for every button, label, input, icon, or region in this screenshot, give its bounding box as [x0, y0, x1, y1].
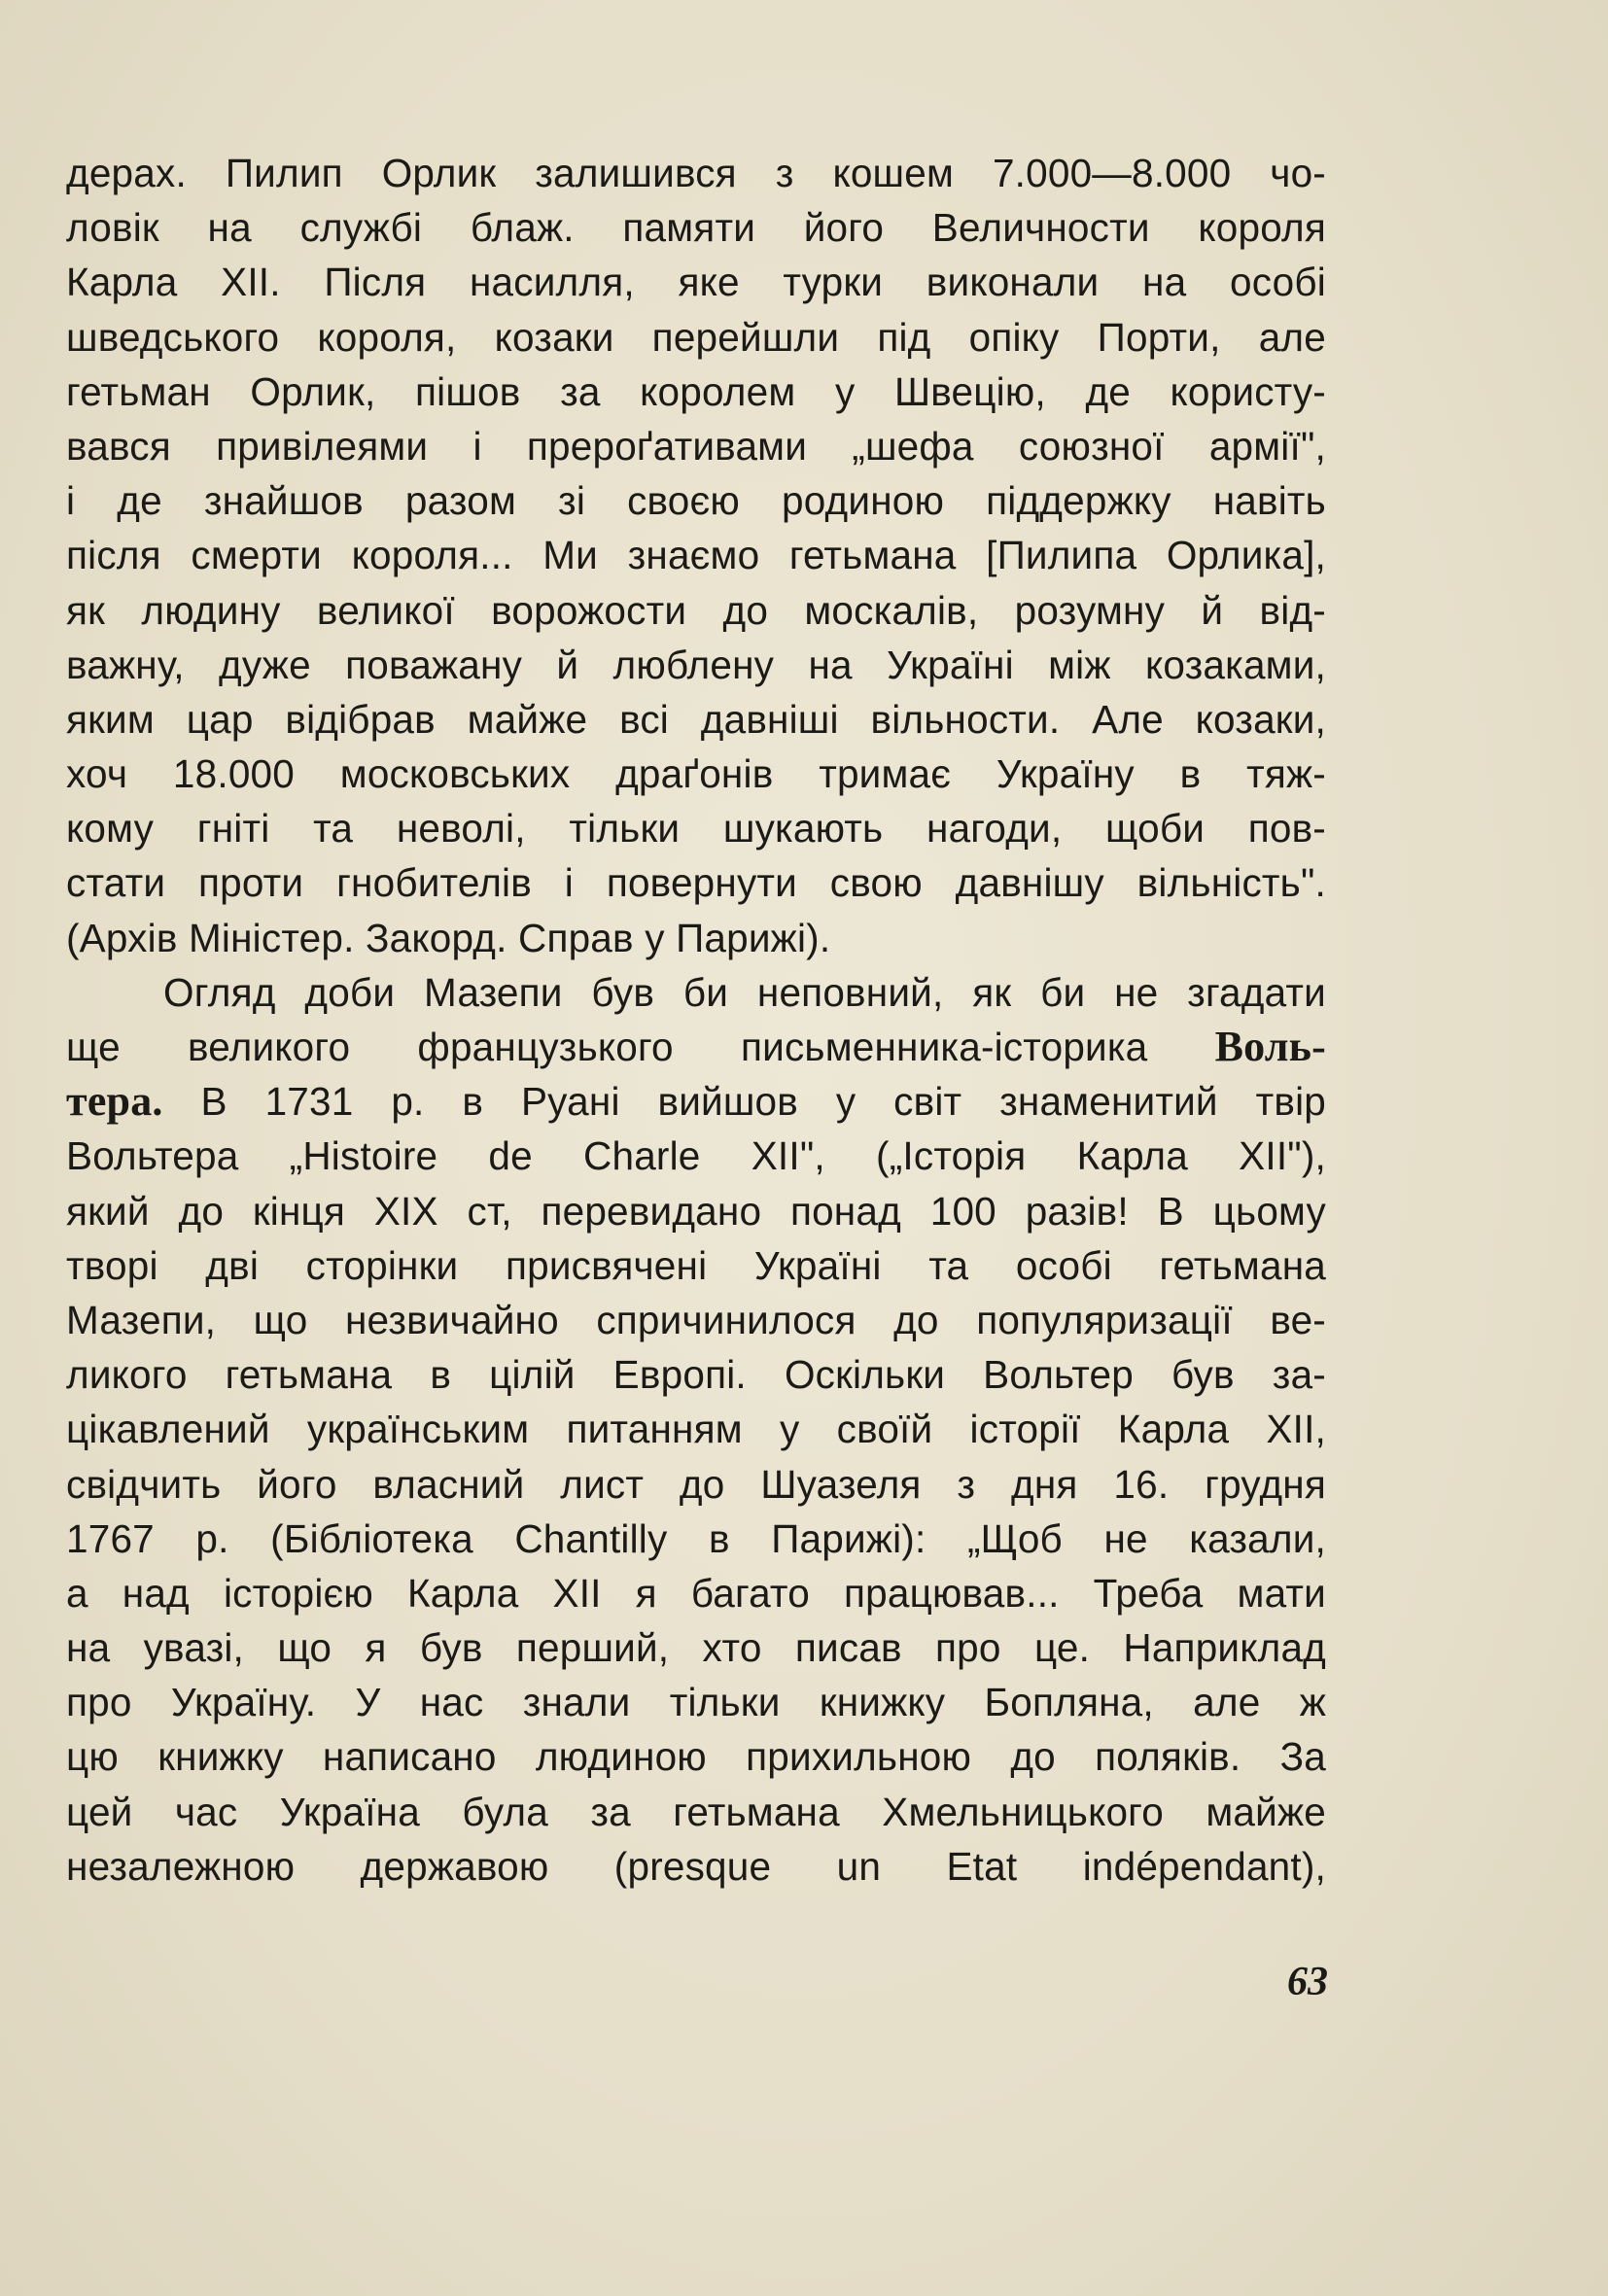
text-line: важну, дуже поважану й люблену на Україні між козаками,: [66, 642, 1326, 687]
text-line: творі дві сторінки присвячені Україні та особі гетьмана: [66, 1242, 1326, 1288]
text-line: про Україну. У нас знали тільки книжку Бопляна, але ж: [66, 1680, 1326, 1725]
page-number: 63: [1287, 1960, 1328, 2004]
text-line: вався привілеями і прероґативами „шефа союзної армії",: [66, 423, 1326, 469]
text-line: дерах. Пилип Орлик залишився з кошем 7.000—8.000 чо-: [66, 151, 1326, 195]
text-line: після смерти короля... Ми знаємо гетьмана [Пилипа Орлика],: [66, 533, 1326, 578]
text-line: цю книжку написано людиною прихильною до поляків. За: [66, 1734, 1326, 1780]
text-line: яким цар відібрав майже всі давніші вільности. Але козаки,: [66, 696, 1326, 742]
text-line: стати проти гнобителів і повернути свою давнішу вільність".: [66, 860, 1326, 906]
text-segment: ще великого французького письменника-історика: [66, 1025, 1148, 1069]
body-text: [66, 146, 1326, 1894]
text-line: незалежною державою (presque un Etat indépendant),: [66, 1843, 1326, 1889]
text-line: цей час Україна була за гетьмана Хмельницького майже: [66, 1789, 1326, 1834]
text-line: цікавлений українським питанням у своїй історії Карла XII,: [66, 1407, 1326, 1452]
text-line: який до кінця XIX ст, перевидано понад 100 разів! В цьому: [66, 1188, 1326, 1234]
text-line: 1767 р. (Бібліотека Chantilly в Парижі): „Щоб не казали,: [66, 1515, 1326, 1561]
text-line: [66, 1074, 1326, 1129]
text-line: кому гніті та неволі, тільки шукають нагоди, щоби пов-: [66, 806, 1326, 852]
text-line: Мазепи, що незвичайно спричинилося до популяризації ве-: [66, 1297, 1326, 1342]
text-line: шведського короля, козаки перейшли під опіку Порти, але: [66, 314, 1326, 360]
text-line: (Архів Міністер. Закорд. Справ у Парижі).: [66, 915, 831, 960]
text-line: а над історією Карла XII я багато працював... Треба мати: [66, 1570, 1326, 1616]
text-line: гетьман Орлик, пішов за королем у Швецію, де користу-: [66, 368, 1326, 414]
text-line: як людину великої ворожости до москалів, розумну й від-: [66, 587, 1326, 633]
text-line: хоч 18.000 московських драґонів тримає Україну в тяж-: [66, 751, 1326, 797]
text-line: на увазі, що я був перший, хто писав про це. Наприклад: [66, 1625, 1326, 1671]
text-line: ликого гетьмана в цілій Европі. Оскільки Вольтер був за-: [66, 1352, 1326, 1398]
text-line: ловік на службі блаж. памяти його Величности короля: [66, 205, 1326, 251]
highlighted-name: тера.: [66, 1077, 163, 1126]
text-line: Карла XII. Після насилля, яке турки виконали на особі: [66, 260, 1326, 305]
highlighted-name: Воль-: [1214, 1023, 1326, 1070]
text-line: Огляд доби Мазепи був би неповний, як би не згадати: [163, 969, 1326, 1015]
text-segment: В 1731 р. в Руані вийшов у світ знаменитий твір: [200, 1079, 1327, 1125]
text-line: [66, 1020, 1326, 1074]
text-line: і де знайшов разом зі своєю родиною піддержку навіть: [66, 478, 1326, 524]
text-line: Вольтера „Histoire de Charle XII", („Історія Карла XII"),: [66, 1133, 1326, 1179]
text-line: свідчить його власний лист до Шуазеля з дня 16. грудня: [66, 1461, 1326, 1507]
